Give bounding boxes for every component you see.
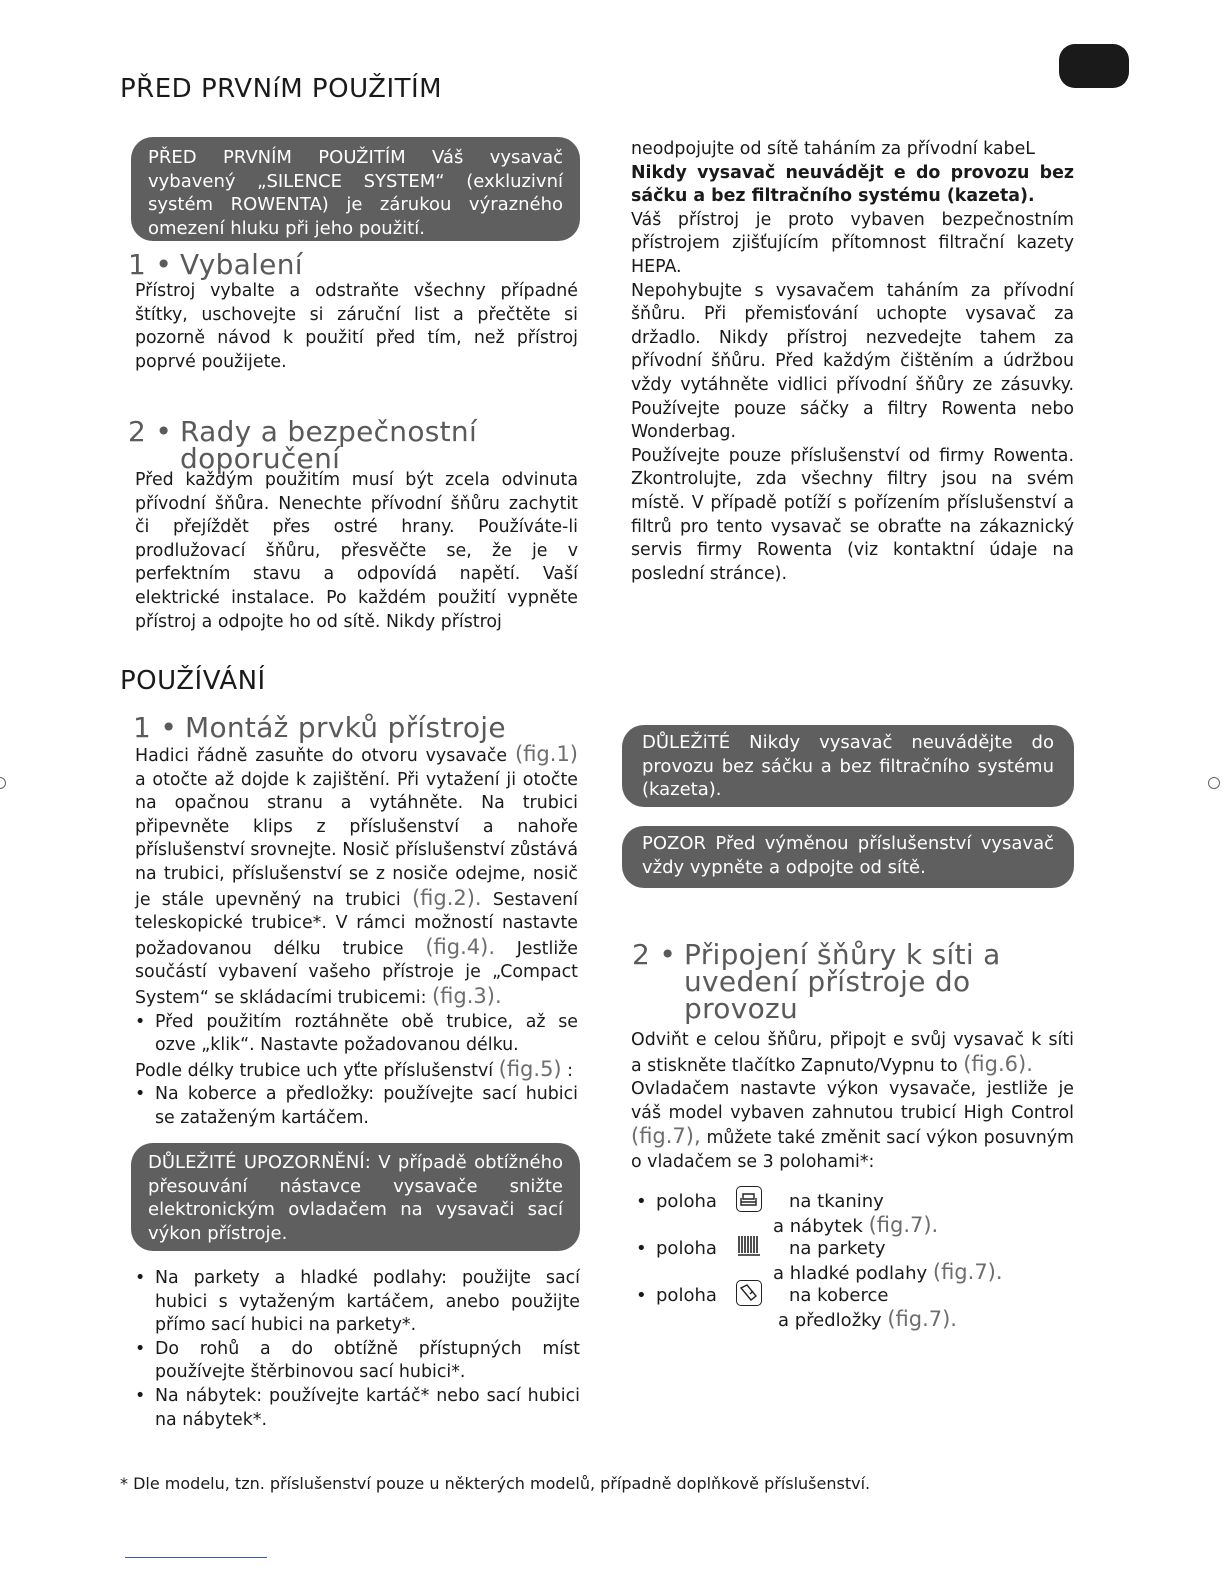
position-line2: a nábytek <box>773 1216 863 1237</box>
subheading-assembly <box>133 713 593 743</box>
bold-warning: Nikdy vysavač neuvádějt e do provozu bez sáčku a bez filtračního systému (kazeta). <box>631 162 1074 207</box>
list-item: • Na koberce a předložky: používejte sací hubici se zataženým kartáčem. <box>135 1083 578 1130</box>
list-item: • Na parkety a hladké podlahy: použijte sací hubici s vytaženým kartáčem, anebo použijte přímo sací hubici na parkety*. <box>135 1267 580 1338</box>
position-line1: na tkaniny <box>789 1191 884 1212</box>
registration-mark-left <box>0 777 6 789</box>
figure-ref: (fig.7). <box>868 1213 939 1237</box>
bullet-list <box>135 1083 578 1130</box>
paragraph: Nepohybujte s vysavačem taháním za přívodní šňůru. Při přemisťování uchopte vysavač za držadlo. Nikdy přístroj nezvedejte tahem za přívodní šňůru. Před každým čištěním a údržbou vždy vytáhněte vidlici přívodní šňůry ze zásuvky. Používejte pouze sáčky a filtry Rowenta nebo Wonderbag. <box>631 280 1074 443</box>
figure-ref: (fig.7). <box>932 1260 1003 1284</box>
paragraph <box>631 1078 1074 1174</box>
subheading-connect-cord <box>632 938 1092 1025</box>
subheading-title: Připojení šňůry k síti a <box>684 938 1001 971</box>
armchair-icon <box>736 1186 762 1212</box>
paragraph: Používejte pouze příslušenství od firmy Rowenta. Zkontrolujte, zda všechny filtry jsou na svém místě. V případě potíží s pořízením příslušenství a filtrů pro tento vysavač se obraťte na zákaznický servis firmy Rowenta (viz kontaktní údaje na poslední stránce). <box>631 445 1074 584</box>
subheading-title: Rady a bezpečnostní <box>180 415 478 448</box>
position-line2-wrap <box>773 1213 938 1239</box>
text-run: můžete také změnit sací výkon posuvným o vladačem se 3 polohami*: <box>631 1128 1074 1172</box>
paragraph <box>135 1058 578 1084</box>
bullet-list <box>135 1267 580 1432</box>
subheading-title-cont: uvedení přístroje do <box>684 965 971 998</box>
paragraph: Váš přístroj je proto vybaven bezpečnostním přístrojem zjišťujícím přítomnost filtrační kazety HEPA. <box>631 209 1074 277</box>
important-bag-filter-note: DŮLEŽiTÉ Nikdy vysavač neuvádějte do provozu bez sáčku a bez filtračního systému (kazeta). <box>622 725 1074 807</box>
bullet: • <box>636 1285 647 1306</box>
text-run: Sestavení teleskopické trubice*. V rámci možností nastavte požadovanou délku trubice <box>135 889 578 959</box>
figure-ref: (fig.1) <box>515 742 578 766</box>
carpet-nozzle-icon <box>736 1280 762 1306</box>
subheading-title-cont: provozu <box>684 992 799 1025</box>
figure-ref: (fig.6). <box>963 1051 1033 1076</box>
text-run: Podle délky trubice uch yťte příslušenství <box>135 1060 494 1081</box>
caution-accessory-note: POZOR Před výměnou příslušenství vysavač vždy vypněte a odpojte od sítě. <box>622 826 1074 888</box>
bullet: • <box>636 1191 647 1212</box>
paragraph-bold <box>631 162 1074 209</box>
assembly-text <box>135 743 578 1131</box>
suction-positions-list <box>636 1190 1076 1331</box>
subheading-number: 2 • <box>632 938 677 971</box>
subheading-number: 1 • <box>133 711 178 744</box>
safety-advice-text: Před každým použitím musí být zcela odvinuta přívodní šňůra. Nenechte přívodní šňůru zachytit či přejíždět přes ostré hrany. Používáte-li prodlužovací šňůru, přesvěčte se, že je v perfektním stavu a odpovídá napětí. Vaší elektrické instalace. Po každém použití vypněte přístroj a odpojte ho od sítě. Nikdy přístroj <box>135 470 578 632</box>
silence-system-note: PŘED PRVNÍM POUŽITÍM Váš vysavač vybavený „SILENCE SYSTEM“ (exkluzivní systém ROWENTA) je zárukou výrazného omezení hluku při jeho použití. <box>131 137 580 241</box>
paragraph: neodpojujte od sítě taháním za přívodní kabeL <box>631 139 1035 159</box>
subheading-title: Montáž prvků přístroje <box>185 711 506 744</box>
registration-mark-right <box>1208 777 1220 789</box>
text-run: a otočte až dojde k zajištění. Při vytažení ji otočte na opačnou stranu a vytáhněte. Na trubici připevněte klips z příslušenství a nahoře příslušenství srovnejte. Nosič příslušenství zůstává na trubici, příslušenství se z nosiče odejme, nosič je stále upevněný na trubici <box>135 769 578 910</box>
safety-advice-continued <box>631 138 1074 586</box>
section-heading-before-first-use: PŘED PRVNíM POUŽITÍM <box>120 74 443 104</box>
parquet-icon <box>736 1233 762 1259</box>
bullet-list <box>135 1011 578 1058</box>
armchair-icon-graphic <box>737 1187 760 1210</box>
position-label: poloha <box>656 1191 717 1212</box>
position-row-fabric <box>636 1190 1076 1237</box>
bullet: • <box>636 1238 647 1259</box>
position-line2: a předložky <box>778 1310 882 1331</box>
list-item: • Před použitím roztáhněte obě trubice, až se ozve „klik“. Nastavte požadovanou délku. <box>135 1011 578 1058</box>
position-label: poloha <box>656 1285 717 1306</box>
figure-ref: (fig.7). <box>887 1307 957 1331</box>
position-label: poloha <box>656 1238 717 1259</box>
figure-ref: (fig.5) <box>498 1056 562 1081</box>
footnote: * Dle modelu, tzn. příslušenství pouze u některých modelů, případně doplňkově příslušenství. <box>120 1474 871 1493</box>
paragraph <box>631 1029 1074 1078</box>
subheading-unpacking <box>128 250 588 280</box>
carpet-nozzle-icon-graphic <box>737 1281 760 1304</box>
list-item: • Na nábytek: používejte kartáč* nebo sací hubici na nábytek*. <box>135 1385 580 1432</box>
bottom-rule <box>125 1557 267 1558</box>
position-line1: na parkety <box>789 1238 886 1259</box>
list-item: • Do rohů a do obtížně přístupných míst používejte štěrbinovou sací hubici*. <box>135 1338 580 1385</box>
parquet-icon-graphic <box>736 1233 762 1259</box>
important-warning-note: DŮLEŽITÉ UPOZORNĚNÍ: V případě obtížného přesouvání nástavce vysavače snižte elektronickým ovladačem na vysavači sací výkon přístroje. <box>131 1143 580 1251</box>
position-line2-wrap <box>778 1307 957 1333</box>
position-line2: a hladké podlahy <box>773 1263 928 1284</box>
position-row-carpet <box>636 1284 1076 1331</box>
floor-type-list <box>135 1267 580 1432</box>
subheading-safety-advice <box>128 415 588 475</box>
paragraph <box>135 743 578 1011</box>
text-run: Odviňt e celou šňůru, připojt e svůj vysavač k síti a stiskněte tlačítko Zapnuto/Vypnu to <box>631 1030 1074 1076</box>
text-run: Hadici řádně zasuňte do otvoru vysavače <box>135 746 508 766</box>
subheading-number: 1 • <box>128 248 173 281</box>
unpacking-text: Přístroj vybalte a odstraňte všechny případné štítky, uschovejte si záruční list a přečtěte si pozorně návod k použití před tím, než přístroj poprvé použijete. <box>135 281 578 372</box>
section-heading-usage: POUŽÍVÁNÍ <box>120 666 266 696</box>
figure-ref: (fig.2). <box>411 885 482 910</box>
position-line1: na koberce <box>789 1285 889 1306</box>
position-line2-wrap <box>773 1260 1003 1286</box>
text-run: Jestliže součástí vybavení vašeho přístroje je „Compact System“ se skládacími trubicemi: <box>135 938 578 1008</box>
subheading-title: Vybalení <box>180 248 303 281</box>
figure-ref: (fig.4). <box>425 934 496 959</box>
subheading-number: 2 • <box>128 415 173 448</box>
connect-cord-text <box>631 1029 1074 1175</box>
position-row-parquet <box>636 1237 1076 1284</box>
figure-ref: (fig.3). <box>431 983 502 1008</box>
figure-ref: (fig.7), <box>631 1124 701 1149</box>
subheading-title-cont: doporučení <box>180 442 341 475</box>
text-run: : <box>567 1060 574 1081</box>
text-run: Ovladačem nastavte výkon vysavače, jestliže je váš model vybaven zahnutou trubicí High Control <box>631 1079 1074 1123</box>
page-tab-marker <box>1059 44 1129 88</box>
